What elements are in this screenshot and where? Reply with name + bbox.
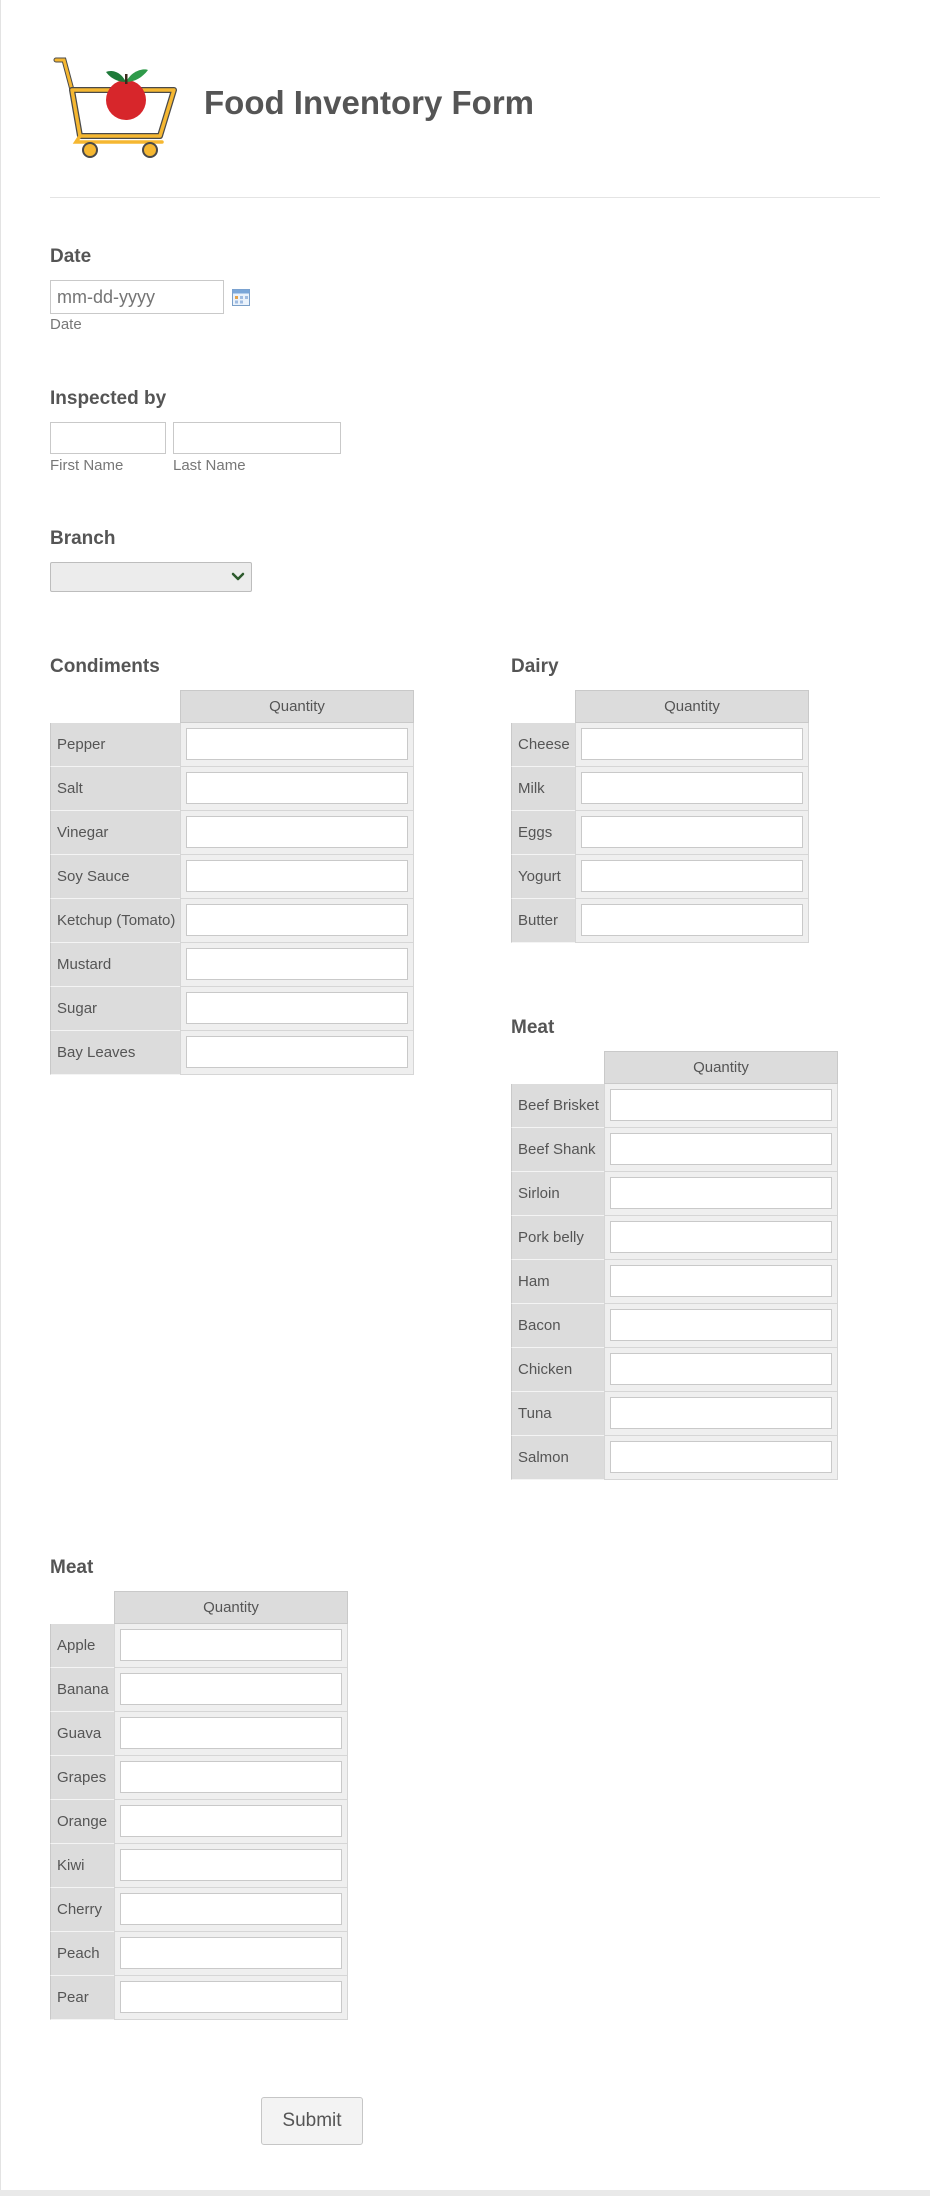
- meat-row-label: Salmon: [511, 1436, 604, 1480]
- fruits-row-label: Orange: [50, 1800, 114, 1844]
- condiments-row-label: Mustard: [50, 943, 180, 987]
- quantity-input[interactable]: [581, 860, 803, 892]
- dairy-quantity-cell: [575, 767, 809, 811]
- table-row: [511, 1084, 838, 1128]
- meat-quantity-cell: [604, 1216, 838, 1260]
- fruits-row-label: Kiwi: [50, 1844, 114, 1888]
- table-row: [511, 1348, 838, 1392]
- quantity-input[interactable]: [186, 948, 408, 980]
- table-row: [511, 1436, 838, 1480]
- meat-quantity-cell: [604, 1128, 838, 1172]
- table-row: [511, 767, 809, 811]
- quantity-input[interactable]: [120, 1629, 342, 1661]
- dairy-quantity-cell: [575, 723, 809, 767]
- quantity-input[interactable]: [610, 1221, 832, 1253]
- quantity-input[interactable]: [610, 1353, 832, 1385]
- condiments-quantity-column-header: Quantity: [180, 690, 414, 723]
- table-row: [50, 899, 414, 943]
- meat-matrix: [511, 1051, 838, 1480]
- condiments-title: Condiments: [50, 656, 160, 677]
- quantity-input[interactable]: [120, 1937, 342, 1969]
- quantity-input[interactable]: [120, 1805, 342, 1837]
- table-row: [50, 943, 414, 987]
- meat-row-label: Ham: [511, 1260, 604, 1304]
- shopping-cart-apple-logo: [50, 56, 182, 160]
- dairy-row-label: Eggs: [511, 811, 575, 855]
- date-sublabel: Date: [50, 316, 82, 333]
- table-row: [50, 723, 414, 767]
- dairy-quantity-column-header: Quantity: [575, 690, 809, 723]
- table-row: [50, 1031, 414, 1075]
- fruits-quantity-cell: [114, 1932, 348, 1976]
- first-name-input[interactable]: [50, 422, 166, 454]
- table-row: [511, 1260, 838, 1304]
- fruits-quantity-cell: [114, 1756, 348, 1800]
- first-name-sublabel: First Name: [50, 457, 124, 474]
- table-row: [50, 1668, 348, 1712]
- last-name-input[interactable]: [173, 422, 341, 454]
- table-row: [511, 1216, 838, 1260]
- table-row: [50, 1932, 348, 1976]
- meat-row-label: Tuna: [511, 1392, 604, 1436]
- quantity-input[interactable]: [610, 1133, 832, 1165]
- form-title: Food Inventory Form: [204, 84, 534, 121]
- meat-quantity-cell: [604, 1348, 838, 1392]
- meat-row-label: Pork belly: [511, 1216, 604, 1260]
- condiments-row-label: Soy Sauce: [50, 855, 180, 899]
- quantity-input[interactable]: [120, 1717, 342, 1749]
- quantity-input[interactable]: [610, 1397, 832, 1429]
- fruits-title: Meat: [50, 1557, 94, 1578]
- quantity-input[interactable]: [610, 1265, 832, 1297]
- condiments-row-label: Sugar: [50, 987, 180, 1031]
- fruits-quantity-cell: [114, 1668, 348, 1712]
- meat-row-label: Chicken: [511, 1348, 604, 1392]
- condiments-quantity-cell: [180, 767, 414, 811]
- dairy-row-label: Milk: [511, 767, 575, 811]
- fruits-matrix: [50, 1591, 348, 2020]
- table-row: [511, 723, 809, 767]
- fruits-row-label: Peach: [50, 1932, 114, 1976]
- table-row: [50, 1756, 348, 1800]
- dairy-quantity-cell: [575, 855, 809, 899]
- table-row: [511, 1128, 838, 1172]
- branch-select[interactable]: [50, 562, 252, 592]
- condiments-row-label: Vinegar: [50, 811, 180, 855]
- fruits-quantity-cell: [114, 1800, 348, 1844]
- table-row: [50, 811, 414, 855]
- condiments-quantity-cell: [180, 811, 414, 855]
- table-row: [511, 1304, 838, 1348]
- condiments-row-label: Ketchup (Tomato): [50, 899, 180, 943]
- table-row: [50, 987, 414, 1031]
- table-row: [50, 1624, 348, 1668]
- meat-quantity-cell: [604, 1172, 838, 1216]
- table-row: [50, 1712, 348, 1756]
- condiments-quantity-cell: [180, 943, 414, 987]
- meat-row-label: Beef Brisket: [511, 1084, 604, 1128]
- meat-quantity-column-header: Quantity: [604, 1051, 838, 1084]
- fruits-quantity-cell: [114, 1844, 348, 1888]
- quantity-input[interactable]: [120, 1761, 342, 1793]
- condiments-quantity-cell: [180, 1031, 414, 1075]
- condiments-row-label: Pepper: [50, 723, 180, 767]
- meat-row-label: Bacon: [511, 1304, 604, 1348]
- form-header: [50, 50, 880, 198]
- quantity-input[interactable]: [186, 772, 408, 804]
- table-row: [50, 1800, 348, 1844]
- quantity-input[interactable]: [610, 1441, 832, 1473]
- quantity-input[interactable]: [610, 1309, 832, 1341]
- page-left-edge: [0, 0, 1, 2196]
- meat-title: Meat: [511, 1017, 555, 1038]
- quantity-input[interactable]: [186, 816, 408, 848]
- fruits-row-label: Banana: [50, 1668, 114, 1712]
- condiments-row-label: Salt: [50, 767, 180, 811]
- dairy-row-label: Yogurt: [511, 855, 575, 899]
- inspected-by-label: Inspected by: [50, 388, 167, 409]
- dairy-row-label: Cheese: [511, 723, 575, 767]
- condiments-row-label: Bay Leaves: [50, 1031, 180, 1075]
- fruits-quantity-cell: [114, 1712, 348, 1756]
- fruits-quantity-column-header: Quantity: [114, 1591, 348, 1624]
- fruits-quantity-cell: [114, 1888, 348, 1932]
- table-row: [511, 1392, 838, 1436]
- meat-row-label: Beef Shank: [511, 1128, 604, 1172]
- table-row: [511, 899, 809, 943]
- fruits-row-label: Pear: [50, 1976, 114, 2020]
- table-row: [511, 811, 809, 855]
- header-divider: [50, 197, 880, 198]
- table-row: [50, 1976, 348, 2020]
- fruits-quantity-cell: [114, 1976, 348, 2020]
- quantity-input[interactable]: [581, 904, 803, 936]
- quantity-input[interactable]: [186, 1036, 408, 1068]
- submit-button[interactable]: Submit: [261, 2097, 363, 2145]
- quantity-input[interactable]: [581, 772, 803, 804]
- table-row: [511, 1172, 838, 1216]
- date-label: Date: [50, 246, 92, 267]
- quantity-input[interactable]: [610, 1089, 832, 1121]
- branch-label: Branch: [50, 528, 116, 549]
- quantity-input[interactable]: [186, 904, 408, 936]
- meat-quantity-cell: [604, 1436, 838, 1480]
- chevron-down-icon: [231, 571, 245, 583]
- fruits-row-label: Grapes: [50, 1756, 114, 1800]
- fruits-row-label: Apple: [50, 1624, 114, 1668]
- table-row: [50, 1888, 348, 1932]
- quantity-input[interactable]: [120, 1673, 342, 1705]
- dairy-quantity-cell: [575, 811, 809, 855]
- meat-quantity-cell: [604, 1304, 838, 1348]
- quantity-input[interactable]: [610, 1177, 832, 1209]
- fruits-row-label: Cherry: [50, 1888, 114, 1932]
- quantity-input[interactable]: [120, 1849, 342, 1881]
- table-row: [50, 855, 414, 899]
- dairy-quantity-cell: [575, 899, 809, 943]
- condiments-matrix: [50, 690, 414, 1075]
- calendar-icon[interactable]: [232, 289, 250, 306]
- quantity-input[interactable]: [581, 816, 803, 848]
- quantity-input[interactable]: [186, 992, 408, 1024]
- dairy-matrix: [511, 690, 809, 943]
- fruits-row-label: Guava: [50, 1712, 114, 1756]
- quantity-input[interactable]: [186, 728, 408, 760]
- condiments-quantity-cell: [180, 899, 414, 943]
- quantity-input[interactable]: [120, 1981, 342, 2013]
- quantity-input[interactable]: [186, 860, 408, 892]
- table-row: [50, 767, 414, 811]
- date-input[interactable]: [50, 280, 224, 314]
- meat-quantity-cell: [604, 1392, 838, 1436]
- condiments-quantity-cell: [180, 987, 414, 1031]
- meat-row-label: Sirloin: [511, 1172, 604, 1216]
- meat-quantity-cell: [604, 1260, 838, 1304]
- meat-quantity-cell: [604, 1084, 838, 1128]
- last-name-sublabel: Last Name: [173, 457, 246, 474]
- table-row: [511, 855, 809, 899]
- dairy-row-label: Butter: [511, 899, 575, 943]
- page-bottom-edge: [0, 2190, 930, 2196]
- condiments-quantity-cell: [180, 723, 414, 767]
- quantity-input[interactable]: [581, 728, 803, 760]
- table-row: [50, 1844, 348, 1888]
- dairy-title: Dairy: [511, 656, 559, 677]
- fruits-quantity-cell: [114, 1624, 348, 1668]
- quantity-input[interactable]: [120, 1893, 342, 1925]
- condiments-quantity-cell: [180, 855, 414, 899]
